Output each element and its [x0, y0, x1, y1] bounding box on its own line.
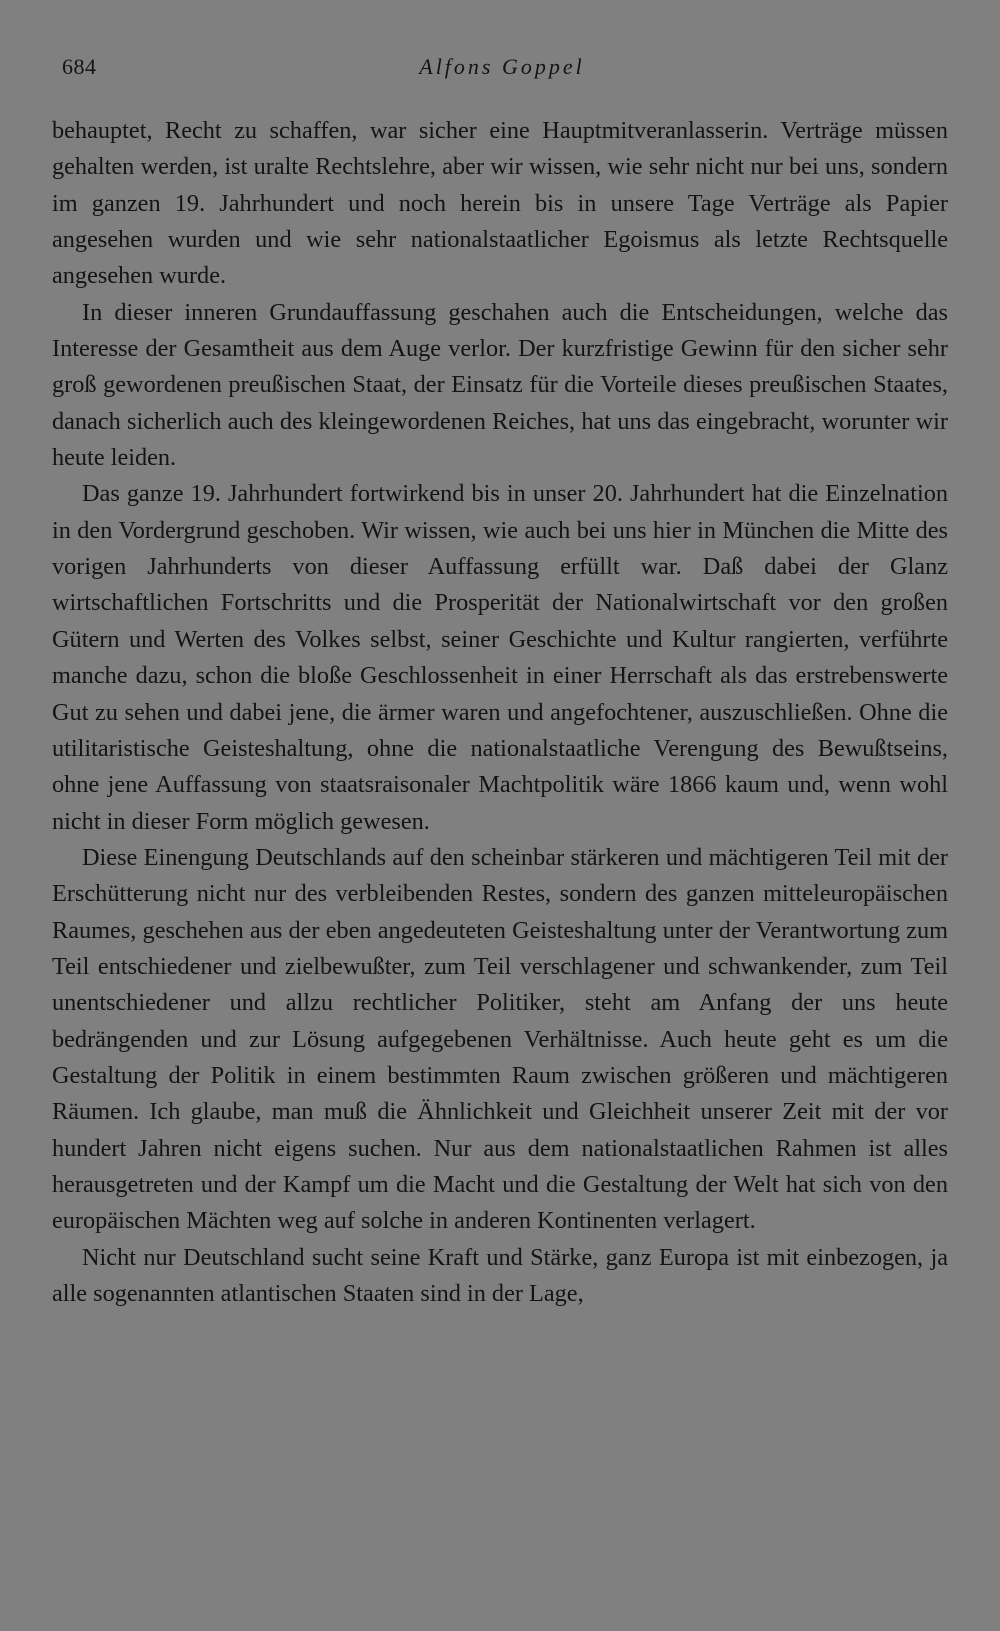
paragraph-5: Nicht nur Deutschland sucht seine Kraft und Stärke, ganz Europa ist mit einbezogen, ja alle sogenannten atlantischen Staaten sind in der Lage, — [52, 1243, 948, 1307]
running-head — [62, 54, 942, 86]
paragraph-3: Das ganze 19. Jahrhundert fortwirkend bis in unser 20. Jahrhundert hat die Einzelnation in den Vordergrund geschoben. Wir wissen, wie auch bei uns hier in München die Mitte des vorigen Jahrhunderts von dieser Auffassung erfüllt war. Daß dabei der Glanz wirtschaftlichen Fortschritts und die Prosperität der Nationalwirtschaft vor den großen Gütern und Werten des Volkes selbst, seiner Geschichte und Kultur rangierten, verführte manche dazu, schon die bloße Geschlossenheit in einer Herrschaft als das erstrebenswerte Gut zu sehen und dabei jene, die ärmer waren und angefochtener, auszuschließen. Ohne die utilitaristische Geisteshaltung, ohne die nationalstaatliche Verengung des Bewußtseins, ohne jene Auffassung von staatsraisonaler Machtpolitik wäre 1866 kaum und, wenn wohl nicht in dieser Form möglich gewesen. — [52, 480, 948, 835]
paragraph-2: In dieser inneren Grundauffassung geschahen auch die Entscheidungen, welche das Interesse der Gesamtheit aus dem Auge verlor. Der kurzfristige Gewinn für den sicher sehr groß gewordenen preußischen Staat, der Einsatz für die Vorteile dieses preußischen Staates, danach sicherlich auch des kleingewordenen Reiches, hat uns das eingebracht, worunter wir heute leiden. — [52, 298, 948, 472]
running-title: Alfons Goppel — [419, 54, 585, 79]
paragraph-1: behauptet, Recht zu schaffen, war sicher eine Hauptmitveranlasserin. Verträge müssen gehalten werden, ist uralte Rechtslehre, aber wir wissen, wie sehr nicht nur bei uns, sondern im ganzen 19. Jahrhundert und noch herein bis in unsere Tage Verträge als Papier angesehen wurden und wie sehr nationalstaatlicher Egoismus als letzte Rechtsquelle angesehen wurde. — [52, 117, 948, 290]
page-number: 684 — [62, 54, 97, 79]
paragraph-4: Diese Einengung Deutschlands auf den scheinbar stärkeren und mächtigeren Teil mit der Erschütterung nicht nur des verbleibenden Restes, sondern des ganzen mitteleuropäischen Raumes, geschehen aus der eben angedeuteten Geisteshaltung unter der Verantwortung zum Teil entschiedener und zielbewußter, zum Teil verschlagener und schwankender, zum Teil unentschiedener und allzu rechtlicher Politiker, steht am Anfang der uns heute bedrängenden und zur Lösung aufgegebenen Verhältnisse. Auch heute geht es um die Gestaltung der Politik in einem bestimmten Raum zwischen größeren und mächtigeren Räumen. Ich glaube, man muß die Ähnlichkeit und Gleichheit unserer Zeit mit der vor hundert Jahren nicht eigens suchen. Nur aus dem nationalstaatlichen Rahmen ist alles herausgetreten und der Kampf um die Macht und die Gestaltung der Welt hat sich von den europäischen Mächten weg auf solche in anderen Kontinenten verlagert. — [52, 843, 948, 1235]
body-text — [52, 113, 948, 1312]
